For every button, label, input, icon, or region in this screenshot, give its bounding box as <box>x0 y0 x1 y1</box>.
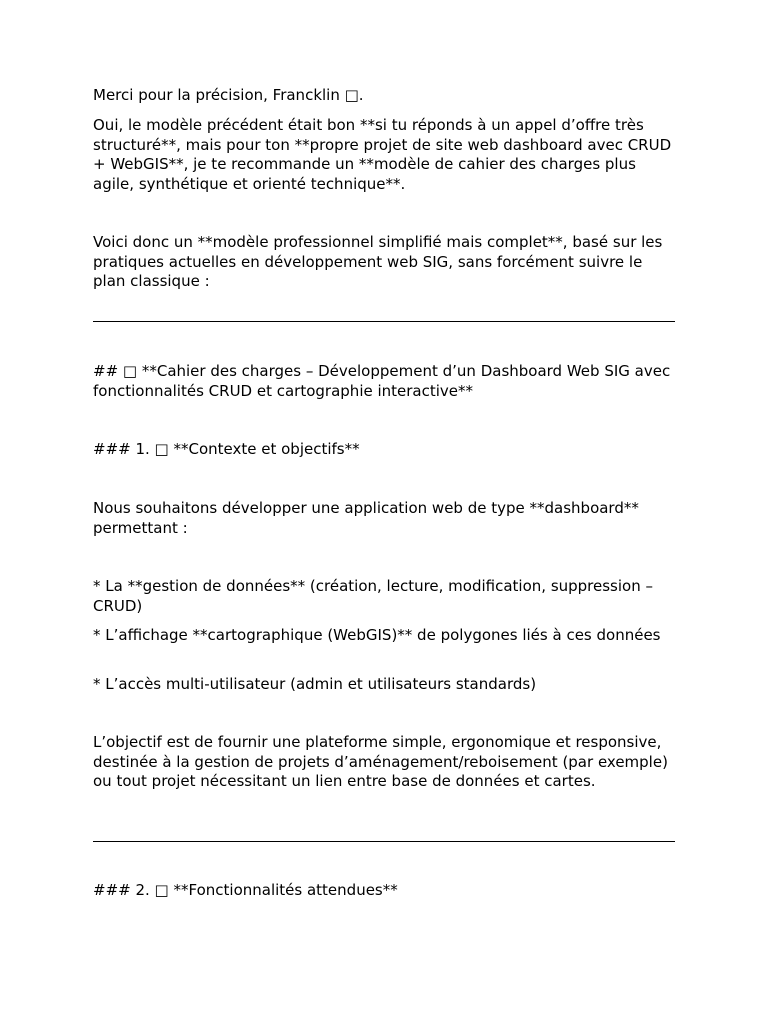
intro-paragraph: Merci pour la précision, Francklin □. <box>93 86 364 104</box>
bullet-item-multiuser: * L’accès multi-utilisateur (admin et utilisateurs standards) <box>93 675 537 693</box>
context-paragraph: Nous souhaitons développer une application web de type **dashboard** permettant : <box>93 499 644 537</box>
horizontal-rule <box>93 321 675 322</box>
bullet-item-webgis: * L’affichage **cartographique (WebGIS)** de polygones liés à ces données <box>93 626 661 644</box>
bullet-item-crud: * La **gestion de données** (création, lecture, modification, suppression – CRUD) <box>93 577 658 615</box>
model-intro-paragraph: Voici donc un **modèle professionnel simplifié mais complet**, basé sur les pratiques actuelles en développement web SIG, sans forcément suivre le plan classique : <box>93 233 668 290</box>
main-heading: ## □ **Cahier des charges – Développement d’un Dashboard Web SIG avec fonctionnalités CRUD et cartographie interactive** <box>93 362 675 400</box>
explanation-paragraph: Oui, le modèle précédent était bon **si tu réponds à un appel d’offre très structuré**, mais pour ton **propre projet de site web dashboard avec CRUD + WebGIS**, je te recommande un **modèle de cahier des charges plus agile, synthétique et orienté technique**. <box>93 116 676 193</box>
horizontal-rule <box>93 841 675 842</box>
section-heading-context: ### 1. □ **Contexte et objectifs** <box>93 440 360 458</box>
objective-paragraph: L’objectif est de fournir une plateforme simple, ergonomique et responsive, destinée à la gestion de projets d’aménagement/reboisement (par exemple) ou tout projet nécessitant un lien entre base de données et cartes. <box>93 733 673 790</box>
section-heading-features: ### 2. □ **Fonctionnalités attendues** <box>93 881 398 899</box>
